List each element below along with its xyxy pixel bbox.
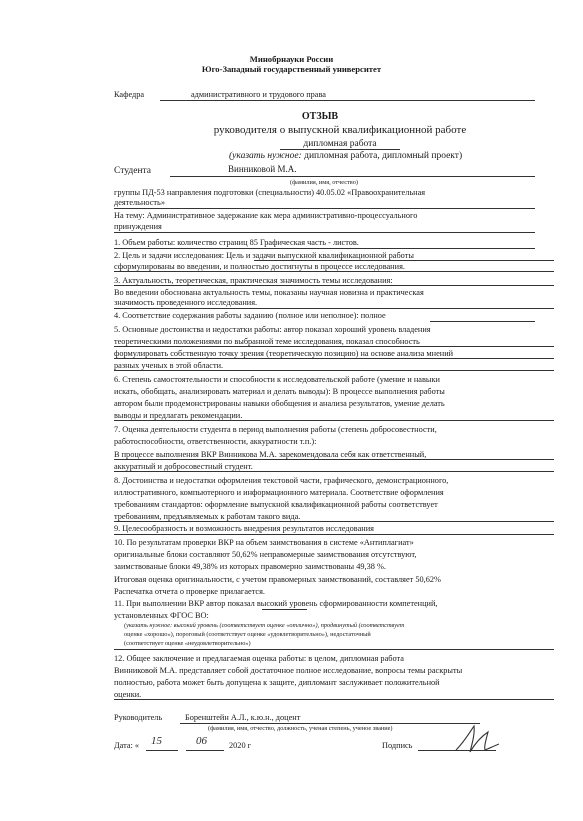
item-11-line-2: установленных ФГОС ВО: (114, 611, 209, 620)
item-11-hint-underline (114, 649, 554, 650)
item-3-line-2: Во введении обоснована актуальность темы, показаны научная новизна и практическая (114, 288, 424, 297)
group-line-2: деятельность» (114, 198, 165, 207)
supervisor-underline (180, 723, 480, 724)
item-7-line-4: аккуратный и добросовестный студент. (114, 462, 253, 471)
department-label: Кафедра (114, 90, 145, 99)
date-day-underline (146, 750, 178, 751)
date-label: Дата: « (114, 741, 140, 750)
item-11-underline (262, 609, 307, 610)
group-line-1: группы ПД-53 направления подготовки (специальности) 40.05.02 «Правоохранительная (114, 188, 426, 197)
item-6-line-3: автором были продемонстрированы навыки обобщения и анализа результатов, умение делать (114, 399, 445, 408)
item-3-line-1: 3. Актуальность, теоретическая, практическая значимость темы исследования: (114, 276, 393, 285)
group-underline (114, 208, 535, 209)
item-8-line-1: 8. Достоинства и недостатки оформления текстовой части, графического, демонстрационного, (114, 476, 449, 485)
date-month-underline (186, 750, 224, 751)
work-type-hint (229, 151, 462, 161)
item-10-line-5: Распечатка отчета о проверке прилагается. (114, 587, 265, 596)
item-10-line-4: Итоговая оценка оригинальности, с учетом правомерных заимствований, составляет 50,62% (114, 575, 441, 584)
item-11-hint-3: (соответствует оценке «неудовлетворительно») (124, 640, 251, 647)
item-12-line-2: Винниковой М.А. представляет собой достаточное полное исследование, вопросы темы раскрыты (114, 666, 463, 675)
item-7-underline-2 (114, 471, 554, 472)
department-value: административного и трудового права (191, 90, 326, 99)
date-day: 15 (151, 735, 162, 747)
handwritten-signature-icon (452, 722, 502, 756)
item-3-underline-0 (114, 285, 554, 286)
topic-line-2: принуждения (114, 222, 162, 231)
item-5-underline-1 (114, 346, 554, 347)
item-10-line-3: заимствованые блоки 49,38% из которых правомерно заимствованы 49,38 %. (114, 562, 386, 571)
student-name: Винниковой М.А. (228, 164, 297, 174)
item-10-line-2: оригинальные блоки составляют 50,62% неправомерные заимствования отсутствуют, (114, 550, 417, 559)
item-12-line-4: оценки. (114, 690, 142, 699)
supervisor-caption: (фамилия, имя, отчество, должность, ученая степень, ученое звание) (208, 725, 393, 732)
work-type-hint-italic: (указать нужное: (229, 151, 302, 161)
item-8-underline (114, 521, 554, 522)
item-8-line-4: требованиям, предъявляемых к работам такого вида. (114, 512, 301, 521)
item-5-line-4: разных ученых в этой области. (114, 361, 224, 370)
department-underline (160, 100, 535, 101)
supervisor-label: Руководитель (114, 713, 163, 722)
item-6-underline (114, 420, 554, 421)
item-5-underline-2 (114, 358, 554, 359)
work-type-underline (280, 149, 400, 150)
item-12-line-1: 12. Общее заключение и предлагаемая оценка работы: в целом, дипломная работа (114, 654, 404, 663)
item-5-line-1: 5. Основные достоинства и недостатки работы: автор показал хороший уровень владения (114, 325, 431, 334)
student-caption: (фамилия, имя, отчество) (290, 179, 358, 186)
item-11-line-1: 11. При выполнении ВКР автор показал высокий уровень сформированности компетенций, (114, 599, 438, 608)
date-month: 06 (196, 735, 207, 747)
item-1-underline (114, 248, 535, 249)
student-underline (170, 176, 535, 177)
item-2-line-2: сформулированы во введении, и полностью достигнуты в процессе исследования. (114, 262, 405, 271)
topic-underline (114, 232, 535, 233)
item-5-underline-3 (114, 370, 554, 371)
work-type: дипломная работа (303, 139, 377, 149)
item-10-line-1: 10. По результатам проверки ВКР на объем заимствования в системе «Антиплагиат» (114, 538, 414, 547)
item-6-line-4: выводы и предлагать рекомендации. (114, 411, 243, 420)
item-4-compliance: 4. Соответствие содержания работы заданию (полное или неполное): полное (114, 311, 386, 320)
item-7-line-2: работоспособности, ответственности, аккуратности т.п.): (114, 437, 317, 446)
item-3-line-3: значимость проведенного исследования. (114, 298, 258, 307)
item-8-line-3: требованиям стандартов: оформление выпускной квалификационной работы соответствует (114, 500, 438, 509)
document-title: ОТЗЫВ (301, 111, 339, 122)
item-6-line-2: искать, обобщать, анализировать материал и делать выводы): В процессе выполнения работы (114, 387, 445, 396)
signature-label: Подпись (382, 741, 413, 750)
document-subtitle: руководителя о выпускной квалификационной работе (213, 124, 467, 136)
item-1-volume: 1. Объем работы: количество страниц 85 Графическая часть - листов. (114, 238, 359, 247)
item-9-underline (114, 534, 554, 535)
item-3-underline (114, 308, 554, 309)
topic-line-1: На тему: Административное задержание как мера административно-процессуального (114, 211, 418, 220)
item-9: 9. Целесообразность и возможность внедрения результатов исследования (114, 524, 374, 533)
item-12-line-3: полностью, работа может быть допущена к защите, дипломант заслуживает положительной (114, 678, 440, 687)
student-label: Студента (114, 166, 152, 176)
item-5-line-2: теоретическими положениями по выбранной теме исследования, показал способность (114, 337, 420, 346)
item-2-underline-1 (254, 260, 554, 261)
date-year: 2020 г (229, 741, 252, 750)
item-11-hint-1: (указать нужное: высокий уровень (соответствует оценке «отлично»), продвинутый (соответствует (124, 622, 405, 629)
item-5-line-3: формулировать собственную точку зрения (теоретическую позицию) на основе анализа мнений (114, 349, 454, 358)
item-2-underline-2 (114, 271, 554, 272)
item-8-line-2: иллюстративного, компьютерного и информационного материала. Соответствие оформления (114, 488, 444, 497)
ministry-header: Минобрнауки России (249, 54, 334, 64)
item-2-line-1: 2. Цель и задачи исследования: Цель и задачи выпускной квалификационной работы (114, 251, 414, 260)
item-12-underline (114, 699, 554, 700)
item-6-line-1: 6. Степень самостоятельности и способности к исследовательской работе (умение и навыки (114, 375, 440, 384)
item-11-hint-2: оценке «хорошо»), пороговый (соответствует оценке «удовлетворительно»), недостаточный (124, 631, 371, 638)
supervisor-value: Боренштейн А.Л., к.ю.н., доцент (185, 713, 301, 722)
work-type-hint-rest: дипломная работа, дипломный проект) (301, 151, 463, 161)
item-7-line-1: 7. Оценка деятельности студента в период выполнения работы (степень добросовестности, (114, 425, 437, 434)
item-7-line-3: В процессе выполнения ВКР Винникова М.А. зарекомендовала себя как ответственный, (114, 450, 427, 459)
item-4-underline (430, 321, 535, 322)
university-header: Юго-Западный государственный университет (201, 64, 382, 74)
item-7-underline-1 (114, 459, 554, 460)
